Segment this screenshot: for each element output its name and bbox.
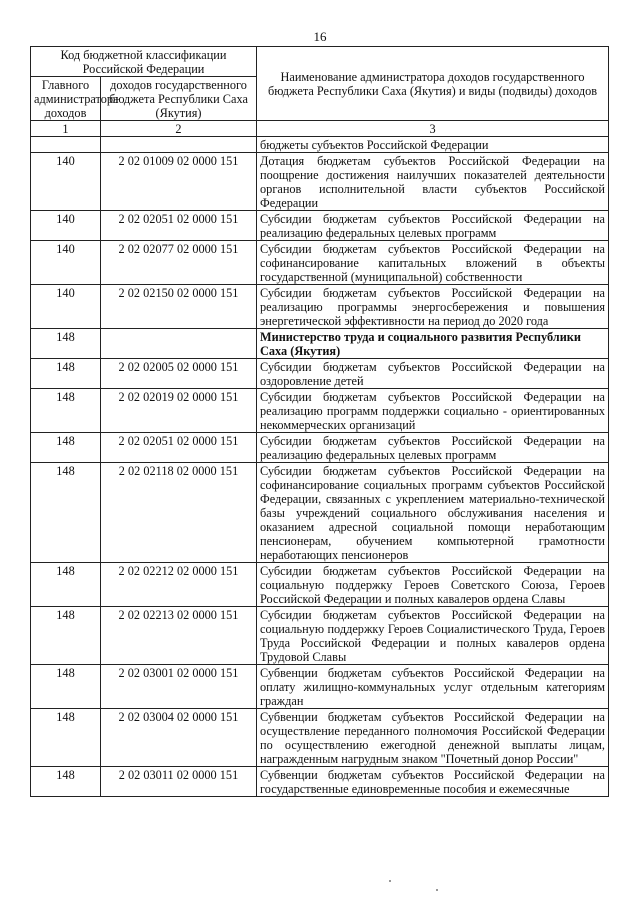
income-code-cell: 2 02 02212 02 0000 151 xyxy=(101,563,257,607)
income-code-cell: 2 02 03011 02 0000 151 xyxy=(101,767,257,797)
table-row xyxy=(31,389,609,433)
table-row xyxy=(31,563,609,607)
admin-code-cell xyxy=(31,137,101,153)
table-row xyxy=(31,665,609,709)
income-name-cell: Субсидии бюджетам субъектов Российской Федерации на социальную поддержку Героев Социалистического Труда, Героев Труда Российской Федерации и полных кавалеров ордена Трудовой Славы xyxy=(257,607,609,665)
income-code-cell: 2 02 02150 02 0000 151 xyxy=(101,285,257,329)
admin-code-cell: 148 xyxy=(31,607,101,665)
income-code-cell xyxy=(101,137,257,153)
income-name-cell: Субсидии бюджетам субъектов Российской Федерации на реализацию федеральных целевых программ xyxy=(257,211,609,241)
table-row xyxy=(31,463,609,563)
table-row xyxy=(31,211,609,241)
income-name-cell: Субсидии бюджетам субъектов Российской Федерации на оздоровление детей xyxy=(257,359,609,389)
admin-code-cell: 140 xyxy=(31,153,101,211)
admin-code-cell: 148 xyxy=(31,709,101,767)
scan-speck xyxy=(389,880,391,882)
income-code-cell: 2 02 02005 02 0000 151 xyxy=(101,359,257,389)
income-code-cell: 2 02 03001 02 0000 151 xyxy=(101,665,257,709)
table-row xyxy=(31,359,609,389)
section-row xyxy=(31,329,609,359)
scan-speck xyxy=(436,889,438,891)
income-name-cell: Субсидии бюджетам субъектов Российской Федерации на реализацию программы энергосбережения и повышения энергетической эффективности на период до 2020 года xyxy=(257,285,609,329)
header-num-2: 2 xyxy=(101,121,257,137)
table-row xyxy=(31,607,609,665)
admin-code-cell: 148 xyxy=(31,463,101,563)
header-num-3: 3 xyxy=(257,121,609,137)
income-code-cell: 2 02 02019 02 0000 151 xyxy=(101,389,257,433)
header-group-title: Код бюджетной классификации Российской Федерации xyxy=(31,47,257,77)
income-name-cell: бюджеты субъектов Российской Федерации xyxy=(257,137,609,153)
admin-code-cell: 148 xyxy=(31,389,101,433)
income-code-cell: 2 02 01009 02 0000 151 xyxy=(101,153,257,211)
income-name-cell: Субсидии бюджетам субъектов Российской Федерации на реализацию программ поддержки социально - ориентированных некоммерческих организаций xyxy=(257,389,609,433)
income-code-cell: 2 02 03004 02 0000 151 xyxy=(101,709,257,767)
income-name-cell: Субвенции бюджетам субъектов Российской Федерации на осуществление переданного полномочия Российской Федерации по осуществлению ежегодной денежной выплаты лицам, награжденным нагрудным знаком "Почетный донор России" xyxy=(257,709,609,767)
section-title-cell: Министерство труда и социального развития Республики Саха (Якутия) xyxy=(257,329,609,359)
income-name-cell: Дотация бюджетам субъектов Российской Федерации на поощрение достижения наилучших показателей деятельности органов исполнительной власти субъектов Российской Федерации xyxy=(257,153,609,211)
admin-code-cell: 148 xyxy=(31,665,101,709)
table-body xyxy=(31,137,609,797)
income-code-cell: 2 02 02051 02 0000 151 xyxy=(101,211,257,241)
income-code-cell: 2 02 02213 02 0000 151 xyxy=(101,607,257,665)
page-number: 16 xyxy=(313,29,327,44)
table-row xyxy=(31,137,609,153)
table-row xyxy=(31,767,609,797)
income-name-cell: Субсидии бюджетам субъектов Российской Федерации на социальную поддержку Героев Советского Союза, Героев Российской Федерации и полных кавалеров ордена Славы xyxy=(257,563,609,607)
header-col1-admin: Главного администратора доходов xyxy=(31,77,101,121)
admin-code-cell: 148 xyxy=(31,329,101,359)
budget-classification-table xyxy=(30,46,609,797)
admin-code-cell: 148 xyxy=(31,563,101,607)
header-col3-name: Наименование администратора доходов государственного бюджета Республики Саха (Якутия) и виды (подвиды) доходов xyxy=(257,47,609,121)
admin-code-cell: 148 xyxy=(31,767,101,797)
header-num-1: 1 xyxy=(31,121,101,137)
header-col2-income: доходов государственного бюджета Республики Саха (Якутия) xyxy=(101,77,257,121)
admin-code-cell: 148 xyxy=(31,359,101,389)
income-code-cell: 2 02 02118 02 0000 151 xyxy=(101,463,257,563)
admin-code-cell: 148 xyxy=(31,433,101,463)
income-name-cell: Субсидии бюджетам субъектов Российской Федерации на софинансирование капитальных вложений в объекты государственной (муниципальной) собственности xyxy=(257,241,609,285)
income-code-cell: 2 02 02051 02 0000 151 xyxy=(101,433,257,463)
income-code-cell xyxy=(101,329,257,359)
admin-code-cell: 140 xyxy=(31,241,101,285)
table-row xyxy=(31,709,609,767)
income-name-cell: Субсидии бюджетам субъектов Российской Федерации на реализацию федеральных целевых программ xyxy=(257,433,609,463)
table-row xyxy=(31,285,609,329)
admin-code-cell: 140 xyxy=(31,285,101,329)
income-name-cell: Субсидии бюджетам субъектов Российской Федерации на софинансирование социальных программ субъектов Российской Федерации, связанных с укреплением материально-технической базы учреждений социального обслуживания населения и оказанием адресной социальной помощи неработающим пенсионерам, обучением компьютерной грамотности неработающих пенсионеров xyxy=(257,463,609,563)
admin-code-cell: 140 xyxy=(31,211,101,241)
income-name-cell: Субвенции бюджетам субъектов Российской Федерации на оплату жилищно-коммунальных услуг отдельным категориям граждан xyxy=(257,665,609,709)
income-name-cell: Субвенции бюджетам субъектов Российской Федерации на государственные единовременные пособия и ежемесячные xyxy=(257,767,609,797)
table-row xyxy=(31,153,609,211)
table-row xyxy=(31,241,609,285)
table-row xyxy=(31,433,609,463)
income-code-cell: 2 02 02077 02 0000 151 xyxy=(101,241,257,285)
